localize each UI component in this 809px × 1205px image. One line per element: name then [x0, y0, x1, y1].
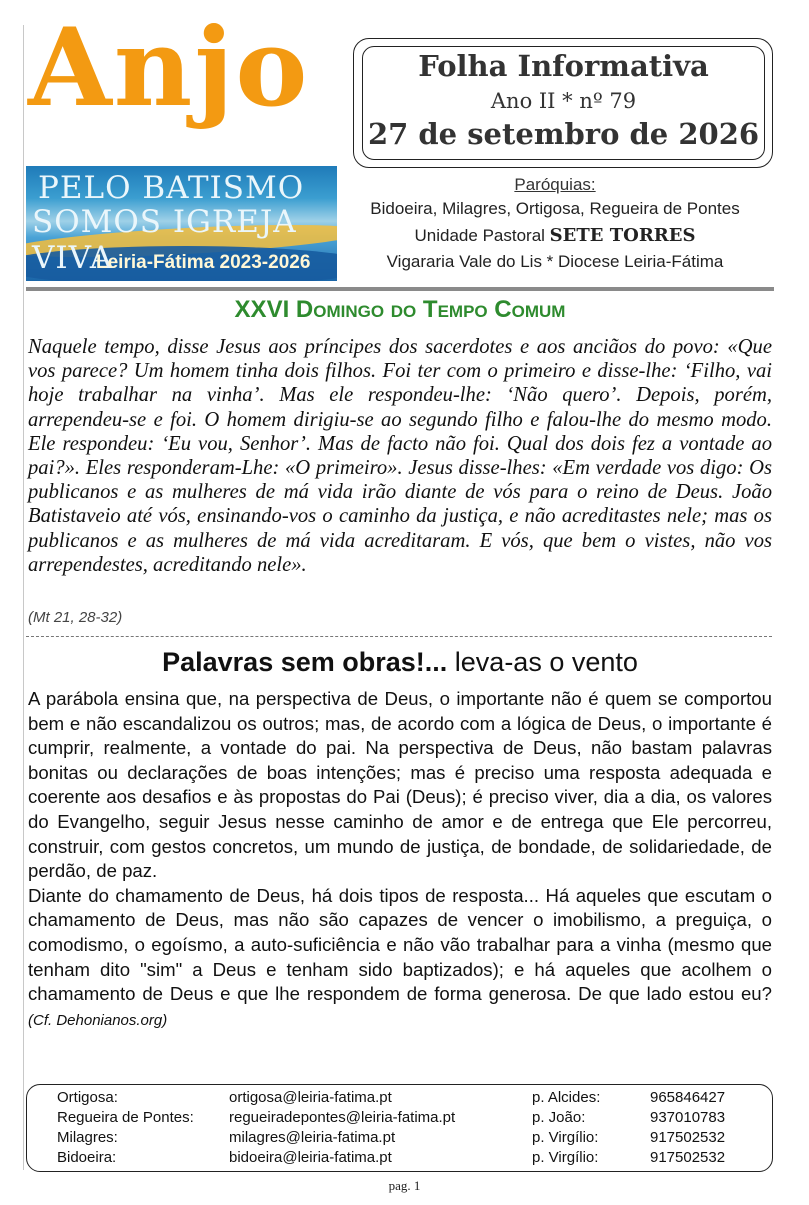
issue-number: Ano II * nº 79 — [490, 89, 637, 113]
parishes-label: Paróquias: — [514, 175, 596, 194]
table-row — [57, 1128, 740, 1148]
table-row — [57, 1148, 740, 1168]
section-divider — [26, 636, 772, 637]
contact-priest: p. Alcides: — [532, 1089, 601, 1106]
contact-priest: p. Virgílio: — [532, 1129, 599, 1146]
contact-priest: p. Virgílio: — [532, 1149, 599, 1166]
headline-bold: Palavras sem obras!... — [162, 647, 448, 677]
vicariate-line: Vigararia Vale do Lis * Diocese Leiria-Fátima — [386, 252, 724, 271]
title-box — [362, 46, 765, 160]
contact-parish: Ortigosa: — [57, 1089, 118, 1106]
contact-phone: 937010783 — [650, 1109, 726, 1126]
contacts-table — [57, 1088, 740, 1168]
gospel-text: Naquele tempo, disse Jesus aos príncipes dos sacerdotes e aos anciãos do povo: «Que vos parece? Um homem tinha dois filhos. Foi ter com o primeiro e disse-lhe: ‘Filho, vai hoje trabalhar na vinha’. Mas ele respondeu-lhe: ‘Não quero’. Depois, porém, arrependeu-se e foi. O homem dirigiu-se ao segundo filho e falou-lhe do mesmo modo. Ele respondeu: ‘Eu vou, Senhor’. Mas de facto não foi. Qual dos dois fez a vontade ao pai?». Eles responderam-Lhe: «O primeiro». Jesus disse-lhes: «Em verdade vos digo: Os publicanos e as mulheres de má vida irão diante de vós para o reino de Deus. João Batistaveio até vós, ensinando-vos o caminho da justiça, e não acreditastes nele; mas os publicanos e as mulheres de má vida acreditaram. E vós, que bem o vistes, não vos arrependestes, acreditando nele». — [28, 336, 772, 576]
banner-line-1: PELO BATISMO — [38, 170, 305, 206]
page-number: pag. 1 — [388, 1178, 421, 1193]
banner-line-2: SOMOS IGREJA VIVA — [32, 204, 297, 276]
contact-email[interactable]: bidoeira@leiria-fatima.pt — [229, 1149, 392, 1166]
contact-email[interactable]: regueiradepontes@leiria-fatima.pt — [229, 1109, 456, 1126]
pastoral-unit — [340, 225, 770, 246]
contacts-box — [26, 1084, 773, 1172]
contact-parish: Bidoeira: — [57, 1149, 117, 1166]
reflection-source: (Cf. Dehonianos.org) — [28, 1011, 168, 1029]
contact-priest: p. João: — [532, 1109, 586, 1126]
pastoral-unit-prefix: Unidade Pastoral — [414, 226, 550, 245]
reflection-headline — [26, 647, 774, 678]
headline-rest: leva-as o vento — [447, 647, 638, 677]
newsletter-title: Folha Informativa — [418, 49, 709, 83]
left-margin-rule — [23, 25, 24, 1170]
banner-line-3: Leiria-Fátima 2023-2026 — [96, 252, 311, 273]
header-divider — [26, 287, 774, 291]
baptism-banner-image — [26, 166, 337, 281]
gospel-citation: (Mt 21, 28-32) — [28, 609, 123, 626]
masthead-logo: Anjo — [28, 5, 310, 131]
contact-phone: 917502532 — [650, 1129, 726, 1146]
reflection-body — [28, 687, 772, 1033]
reflection-paragraph-2 — [28, 884, 772, 1034]
reflection-paragraph-1: A parábola ensina que, na perspectiva de Deus, o importante não é quem se comportou bem e não escandalizou os outros; mas, de acordo com a lógica de Deus, o importante é cumprir, realmente, a vontade do pai. Na perspectiva de Deus, não bastam palavras bonitas ou declarações de boas intenções; mas é preciso uma resposta adequada e coerente aos desafios e às propostas do Pai (Deus); é preciso viver, dia a dia, os valores do Evangelho, seguir Jesus nesse caminho de amor e de entrega que Ele percorreu, construir, com gestos concretos, um mundo de justiça, de bondade, de solidariedade, de perdão, de paz. — [28, 688, 772, 882]
table-row — [57, 1108, 740, 1128]
sunday-title: XXVI Domingo do Tempo Comum — [234, 296, 566, 323]
issue-date: 27 de setembro de 2026 — [367, 117, 760, 151]
parishes-list: Bidoeira, Milagres, Ortigosa, Regueira de Pontes — [370, 199, 740, 218]
contact-phone: 965846427 — [650, 1089, 726, 1106]
pastoral-unit-name: SETE TORRES — [549, 225, 696, 246]
contact-parish: Milagres: — [57, 1129, 118, 1146]
contact-email[interactable]: ortigosa@leiria-fatima.pt — [229, 1089, 392, 1106]
contact-phone: 917502532 — [650, 1149, 726, 1166]
contact-parish: Regueira de Pontes: — [57, 1109, 194, 1126]
table-row — [57, 1088, 740, 1108]
reflection-paragraph-2-text: Diante do chamamento de Deus, há dois tipos de resposta... Há aqueles que escutam o chamamento de Deus, mas não são capazes de vencer o imobilismo, a preguiça, o comodismo, o egoísmo, a auto-suficiência e não vão trabalhar para a vinha (mesmo que tenham dito "sim" a Deus e tenham sido baptizados); e há aqueles que acolhem o chamamento de Deus e que lhe respondem de forma generosa. De que lado estou eu? — [28, 884, 772, 1005]
contact-email[interactable]: milagres@leiria-fatima.pt — [229, 1129, 396, 1146]
